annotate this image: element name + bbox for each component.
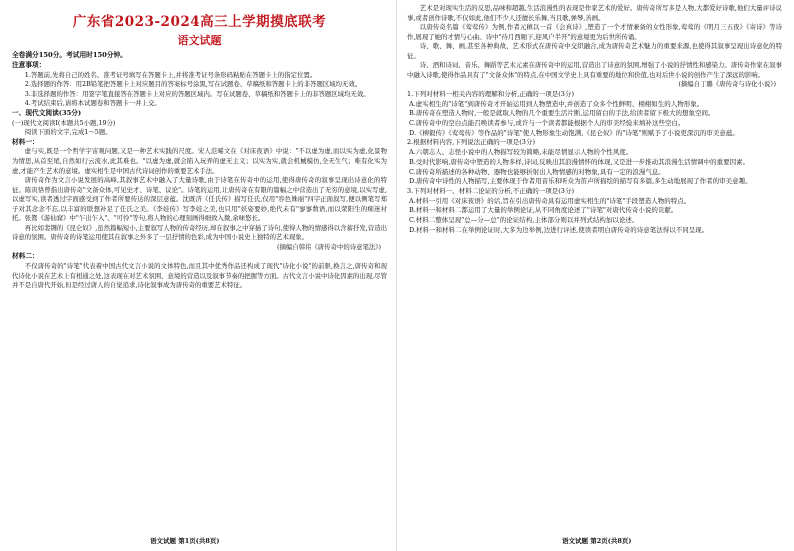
question-stem: 3.下列对材料一、材料二论证的分析,不正确的一项是(3分) <box>407 186 574 195</box>
material1-label: 材料一： <box>12 137 39 146</box>
question-option: D.材料一和材料二在举例论证时,大多为边举例,边进行评述,使读者明白唐传奇的诗意笔法得以不同呈现。 <box>409 225 709 234</box>
question-stem: 2.根据材料内容,下列说法正确的一项是(3分) <box>407 138 535 147</box>
note-item: 1.答题前,先将自己的姓名、准考证号填写在答题卡上,并将准考证号条形码粘贴在答题卡上的指定位置。 <box>24 70 317 79</box>
material2-continued: 艺术是对现实生活的反思,品味和超越,生活浪漫性的表现是作家艺术的爱好。唐传奇所写多是人物,大都爱好诗歌,他们大量评诗议事,或者创作诗歌,不仅如此,他们不少人还擅长乐舞,当且歌,弹琴,善画。 <box>407 4 782 22</box>
question-option: A.虚实相生的"诗笔"到唐传奇才开始运用到人物塑造中,并创造了众多个性鲜明、栩栩如生的人物形象。 <box>409 99 704 108</box>
question-option: C.唐传奇所描述的各种动物、器物也能够折射出人物情感的对物象,具有一定的浪漫气息。 <box>409 167 665 176</box>
question-stem: 1.下列对材料一相关内容的理解和分析,正确的一项是(3分) <box>407 89 574 98</box>
material1-paragraph: 虚与实,既是一个哲学宇宙观问题,又是一种艺术实践的尺度。宋人范晞文在《对床夜语》中说："不以虚为虚,而以实为虚,化景物为情思,从首至尾,自然如行云流水,此其难也。"以虚为虚,就会陷入玩弄的虚无主义；以实为实,就会机械模仿,全无生气；唯有化实为虚,才能产生艺术的意境。虚实相生是中国古代诗词创作的重要艺术手法。 <box>12 147 387 175</box>
material1-paragraph: 唐传奇作为文言小说发展的高峰,其叙事艺术中融入了大量诗歌,由于诗笔在传奇中的运用,使得唐传奇的叙事呈现出诗意化的特征。陈寅恪曾指出唐传奇"文备众体,可见史才、诗笔、议论"。诗笔的运用,让唐传奇在有限的篇幅之中营造出了无穷的意境,以实写虚,以虚写实,读者透过字面感受到了作者所要传达的深层意蕴。沈既济《任氏传》描写任氏,仅用"容色姝丽"四字正面叙写,便以侧笔写郑子对其念念不忘,以丰富的联想补足了任氏之美。《李娃传》写李娃之美,也只用"妖姿要妙,绝代未有"寥寥数语,而以荥阳生的痴迷衬托。张鷟《游仙窟》中"乍出乍入"、"可怜"等句,将人物的心理刻画得细致入微,余味悠长。 <box>12 176 387 223</box>
material2-source: (摘编自丁璐《唐传奇与诗化小说》) <box>678 80 776 89</box>
material2-label: 材料二： <box>12 252 39 261</box>
subject-title: 语文试题 <box>177 34 222 47</box>
note-item: 4.考试结束后,请将本试题卷和答题卡一并上交。 <box>24 99 161 108</box>
material1-paragraph: 再比如裴铏的《昆仑奴》,虽然篇幅短小,主要叙写人物的传奇经历,却在叙事之中穿插了诗句,使得人物的情感得以含蓄抒发,营造出诗意的氛围。唐传奇的诗笔运用使其在叙事之外多了一层抒情的色彩,成为中国小说史上独特的艺术现象。 <box>12 223 387 242</box>
question-option: C.唐传奇中的空白点能召唤读者参与,或许与一个读者都能根据个人的审美经验来填补这些空白。 <box>409 119 685 128</box>
notes-heading: 注意事项： <box>12 60 46 69</box>
question-option: D.唐传奇中诗性的人物描写,主要体现于作者用音乐和听众为笛声所描绘的描写有多篇,多生动地展现了作者的审美意趣。 <box>409 177 752 186</box>
section-instruction: 阅读下面的文字,完成1～5题。 <box>24 128 112 137</box>
section-subtitle: (一)现代文阅读Ⅰ(本题共5小题,19分) <box>12 118 116 127</box>
section-title: 一、现代文阅读(35分) <box>12 108 82 117</box>
question-option: B.唐传奇在塑造人物时,一般是就取人物的几个重要生活片断,运用留白的手法,给读者留下极大的想象空间。 <box>409 109 715 118</box>
material2-continued: 诗、酒和诗词、音乐、舞蹈等艺术元素在唐传奇中的运用,营造出了诗意的氛围,增强了小说的抒情性和感染力。唐传奇作家在叙事中融入诗歌,使得作品具有了"文备众体"的特点,在中国文学史上具有重要的地位和价值,也对后世小说的创作产生了深远的影响。 <box>407 61 782 79</box>
page-footer-left: 语文试题 第1页(共8页) <box>150 537 220 545</box>
page-footer-right: 语文试题 第2页(共8页) <box>562 537 632 545</box>
question-option: C.材料二整体呈现"总—分—总"的论证结构,主体部分则以并列式结构加以论述。 <box>409 216 639 225</box>
material2-continued: 诗、歌、舞、画,甚至各种典故、艺术形式在唐传奇中交织融合,成为唐传奇艺术魅力的重要来源,也使得其叙事呈现出诗意化的特征。 <box>407 42 782 60</box>
question-option: D.《柳毅传》《莺莺传》等作品的"诗笔"使人物形象生动饱满,《昆仑奴》的"诗笔"则赋予了小说更深沉的审美意蕴。 <box>409 128 739 137</box>
page-right <box>397 0 794 551</box>
exam-meta: 全卷满分150分。考试用时150分钟。 <box>12 51 127 59</box>
material2-paragraph: 不仅唐传奇的"诗笔"代表着中国古代文言小说的文体特色,而且其中优秀作品还构成了现代"诗化小说"的前驱,换言之,唐传奇和现代诗化小说在艺术上有相通之处,这表现在对艺术氛围、意境的营造以及叙事节奏的把握等方面。古代文言小说中诗化因素的出现,尽管并不是自唐代开始,但是经过唐人的自觉追求,诗化叙事成为唐传奇的重要艺术特征。 <box>12 262 387 290</box>
question-option: B.受时代影响,唐传奇中塑造的人物多样,诗词,反映出其浪漫情怀的体现,又是进一步推动其浪漫生活情调中的重要因素。 <box>409 157 750 166</box>
material2-continued: 以唐传奇名篇《莺莺传》为例,作者元稹以一首《会真诗》,塑造了一个才情兼备的女性形象,莺莺的《明月三五夜》《寄诗》等诗作,展现了她的才情与心曲。诗中"待月西厢下,迎风户半开"的意境更为后世所传诵。 <box>407 23 782 41</box>
exam-title: 广东省2023-2024高三上学期摸底联考 <box>72 14 327 30</box>
note-item: 3.非选择题的作答：用签字笔直接答在答题卡上对应的答题区域内。写在试题卷、草稿纸和答题卡上的非答题区域均无效。 <box>24 89 370 98</box>
question-option: B.材料一和材料二都运用了大量的举例论证,从不同角度论述了"诗笔"对唐代传奇小说的贡献。 <box>409 206 678 215</box>
question-option: A.六朝志人、志怪小说中的人物描写较为简略,未能尽情显示人物的个性风度。 <box>409 148 633 157</box>
question-option: A.材料一引用《对床夜语》的话,旨在引出唐传奇具有运用虚实相生的"诗笔"手段塑造人物的特点。 <box>409 196 691 205</box>
note-item: 2.选择题的作答：用2B铅笔把答题卡上对应题目的答案标号涂黑,写在试题卷、草稿纸和答题卡上的非答题区域均无效。 <box>24 80 362 89</box>
material1-source: (摘编自韩伟《唐传奇中的诗意笔法》) <box>276 242 381 251</box>
